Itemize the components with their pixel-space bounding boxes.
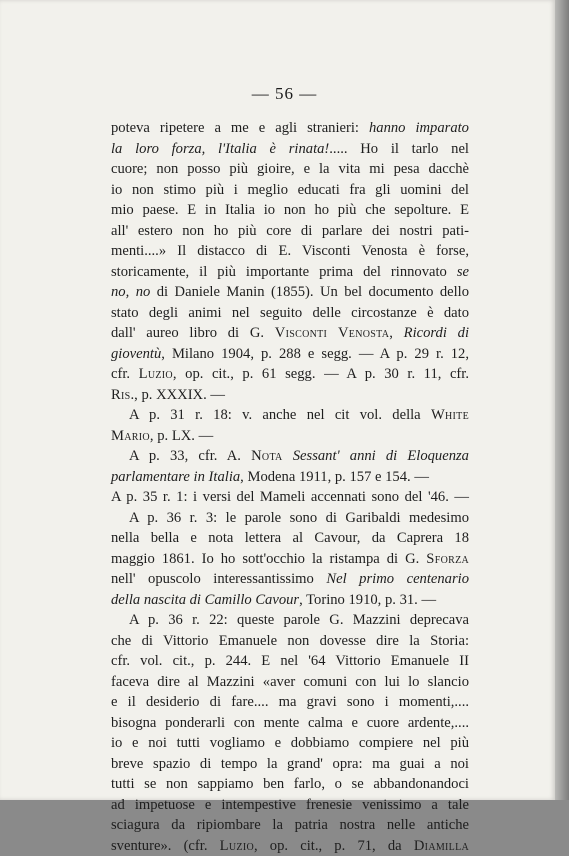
text-line: [111, 631, 469, 652]
text-run: sventure». (cfr.: [111, 838, 220, 854]
text-line: [111, 385, 469, 406]
italic-text: Ricordi di: [404, 325, 469, 341]
italic-text: se: [457, 264, 469, 280]
text-run: di Daniele Manin (1855). Un bel documento dello: [150, 284, 469, 300]
small-caps-name: White: [431, 407, 469, 423]
text-line: [111, 180, 469, 201]
text-line: [111, 487, 469, 508]
text-line: [111, 733, 469, 754]
small-caps-name: Nota: [251, 448, 283, 464]
italic-text: Sessant' anni di Eloquenza: [293, 448, 469, 464]
text-run: storicamente, il più importante prima del rinnovato: [111, 264, 457, 280]
text-run: A p. 33, cfr. A.: [129, 448, 251, 464]
text-line: [111, 426, 469, 447]
text-run: nell' opuscolo interessantissimo: [111, 571, 326, 587]
text-line: [111, 405, 469, 426]
text-line: [111, 795, 469, 816]
text-run: ., p. XXXIX. —: [131, 387, 225, 403]
text-run: , op. cit., p. 71, da: [254, 838, 414, 854]
text-run: cuore; non posso più gioire, e la vita mi pesa dacchè: [111, 161, 469, 177]
text-line: [111, 323, 469, 344]
text-line: [111, 549, 469, 570]
text-run: poteva ripetere a me e agli stranieri:: [111, 120, 369, 136]
text-run: faceva dire al Mazzini «aver comuni con lui lo slancio: [111, 674, 469, 690]
text-run: sciagura da ripiombare la patria nostra nelle antiche: [111, 817, 469, 833]
small-caps-name: Luzio: [139, 366, 173, 382]
text-run: , Milano 1904, p. 288 e segg. — A p. 29 r. 12,: [161, 346, 469, 362]
text-line: [111, 651, 469, 672]
text-run: e il desiderio di fare.... ma gravi sono i momenti,....: [111, 694, 469, 710]
text-run: A p. 36 r. 3: le parole sono di Garibaldi medesimo: [129, 510, 469, 526]
text-run: mio paese. E in Italia io non ho più che sepolture. E: [111, 202, 469, 218]
text-line: [111, 815, 469, 836]
text-line: [111, 508, 469, 529]
text-run: , p. LX. —: [150, 428, 213, 444]
text-line: [111, 528, 469, 549]
text-line: [111, 303, 469, 324]
text-run: ..... Ho il tarlo nel: [329, 141, 469, 157]
text-line: [111, 262, 469, 283]
small-caps-name: Diamilla: [414, 838, 469, 854]
italic-text: hanno imparato: [369, 120, 469, 136]
text-line: [111, 446, 469, 467]
text-line: [111, 569, 469, 590]
page-number: — 56 —: [0, 84, 569, 104]
text-line: [111, 118, 469, 139]
text-run: cfr. vol. cit., p. 244. E nel '64 Vittorio Emanuele II: [111, 653, 469, 669]
text-run: io e noi tutti vogliamo e dobbiamo compiere nel più: [111, 735, 469, 751]
text-line: [111, 692, 469, 713]
text-run: , Modena 1911, p. 157 e 154. —: [240, 469, 429, 485]
text-line: [111, 774, 469, 795]
italic-text: della nascita di Camillo Cavour: [111, 592, 299, 608]
text-run: A p. 31 r. 18: v. anche nel cit vol. della: [129, 407, 431, 423]
text-run: cfr.: [111, 366, 139, 382]
text-line: [111, 754, 469, 775]
text-run: [283, 448, 293, 464]
text-line: [111, 139, 469, 160]
text-line: [111, 200, 469, 221]
text-run: A p. 36 r. 22: queste parole G. Mazzini deprecava: [129, 612, 469, 628]
text-run: tutti se non sappiamo ben farlo, o se abbandonandoci: [111, 776, 469, 792]
text-run: A p. 35 r. 1: i versi del Mameli accennati sono del '46. —: [111, 489, 469, 505]
small-caps-name: Luzio: [220, 838, 254, 854]
text-run: ad impetuose e intempestive frenesie venissimo a tale: [111, 797, 469, 813]
text-line: [111, 836, 469, 856]
page-edge: [555, 0, 569, 800]
text-run: breve spazio di tempo la grand' opra: ma guai a noi: [111, 756, 469, 772]
italic-text: parlamentare in Italia: [111, 469, 240, 485]
text-run: dall' aureo libro di G.: [111, 325, 275, 341]
text-line: [111, 590, 469, 611]
text-run: all' estero non ho più core di parlare dei nostri pati-: [111, 223, 469, 239]
italic-text: no, no: [111, 284, 150, 300]
italic-text: la loro forza, l'Italia è rinata!: [111, 141, 329, 157]
text-run: ,: [389, 325, 403, 341]
small-caps-name: Visconti Venosta: [275, 325, 389, 341]
text-run: nella bella e nota lettera al Cavour, da Caprera 18: [111, 530, 469, 546]
text-run: menti....» Il distacco di E. Visconti Venosta è forse,: [111, 243, 469, 259]
text-run: io non stimo più i meglio educati fra gli uomini del: [111, 182, 469, 198]
small-caps-name: Ris: [111, 387, 131, 403]
text-line: [111, 344, 469, 365]
small-caps-name: Mario: [111, 428, 150, 444]
text-line: [111, 672, 469, 693]
body-text: [111, 118, 469, 856]
text-line: [111, 241, 469, 262]
text-line: [111, 467, 469, 488]
text-run: che di Vittorio Emanuele non dovesse dire la Storia:: [111, 633, 469, 649]
text-run: , op. cit., p. 61 segg. — A p. 30 r. 11, cfr.: [173, 366, 469, 382]
text-line: [111, 713, 469, 734]
text-run: maggio 1861. Io ho sott'occhio la ristampa di G.: [111, 551, 426, 567]
text-run: bisogna ponderarli con mente calma e cuore ardente,....: [111, 715, 469, 731]
text-line: [111, 282, 469, 303]
italic-text: Nel primo centenario: [326, 571, 469, 587]
text-line: [111, 364, 469, 385]
text-run: , Torino 1910, p. 31. —: [299, 592, 436, 608]
italic-text: gioventù: [111, 346, 161, 362]
text-line: [111, 610, 469, 631]
text-line: [111, 159, 469, 180]
text-run: stato degli animi nel seguito delle circostanze è dato: [111, 305, 469, 321]
text-line: [111, 221, 469, 242]
small-caps-name: Sforza: [426, 551, 469, 567]
